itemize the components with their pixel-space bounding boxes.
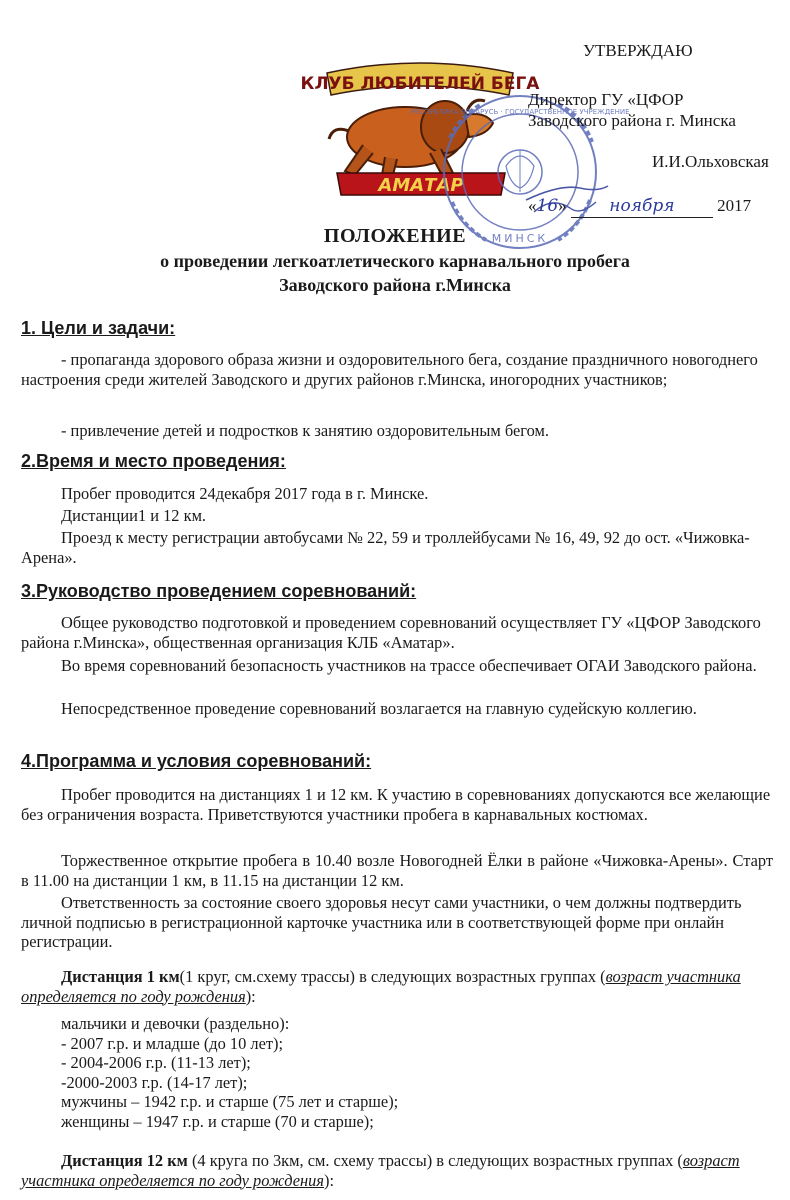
approval-position-line1: Директор ГУ «ЦФОР <box>528 90 684 109</box>
approval-title: УТВЕРЖДАЮ <box>583 41 693 60</box>
distance1-title: Дистанция 1 км <box>61 967 180 986</box>
section3-p1: Общее руководство подготовкой и проведением соревнований осуществляет ГУ «ЦФОР Заводского района г.Минска», общественная организация КЛБ «Аматар». <box>21 613 761 652</box>
date-day: 16 <box>536 196 559 216</box>
distance1-age-note: возраст участника определяется по году рождения <box>21 967 741 1006</box>
distance12-age-note: возраст участника определяется по году рождения <box>21 1151 740 1190</box>
list-item: - 2004-2006 г.р. (11-13 лет); <box>61 1053 251 1072</box>
list-item: мужчины – 1942 г.р. и старше (75 лет и старше); <box>61 1092 399 1111</box>
section2-p3: Проезд к месту регистрации автобусами № 22, 59 и троллейбусами № 16, 49, 92 до ост. «Чижовка-Арена». <box>21 528 750 567</box>
title-line2: о проведении легкоатлетического карнавального пробега <box>160 251 630 271</box>
section1-heading: 1. Цели и задачи: <box>21 318 176 338</box>
date-year: 2017 <box>717 196 752 215</box>
seal-outer-text: РЕСПУБЛИКА БЕЛАРУСЬ · ГОСУДАРСТВЕННОЕ УЧРЕЖДЕНИЕ <box>410 108 630 116</box>
section4-p3: Ответственность за состояние своего здоровья несут сами участники, о чем должны подтвердить личной подписью в регистрационной карточке участника или в соответствующей форме при онлайн регистрации. <box>21 893 742 951</box>
seal-inner-text: МИНСК <box>491 232 549 245</box>
logo-text-bottom: АМАТАР <box>378 175 464 196</box>
section4-p1: Пробег проводится на дистанциях 1 и 12 км. К участию в соревнованиях допускаются все желающие без ограничения возраста. Приветствуются участники пробега в карнавальных костюмах. <box>21 785 771 824</box>
title-line1: ПОЛОЖЕНИЕ <box>323 225 467 247</box>
distance12-title: Дистанция 12 км <box>61 1151 188 1170</box>
section3-p3: Непосредственное проведение соревнований возлагается на главную судейскую коллегию. <box>61 699 697 718</box>
distance1-groups <box>21 1014 773 1131</box>
list-item: -2000-2003 г.р. (14-17 лет); <box>61 1072 248 1092</box>
distance12-paragraph: Дистанция 12 км (4 круга по 3км, см. схему трассы) в следующих возрастных группах (возраст участника определяется по году рождения): <box>21 1151 740 1190</box>
date-quote-close: » <box>558 196 567 215</box>
section4-heading: 4.Программа и условия соревнований: <box>21 751 372 771</box>
approval-date <box>528 195 751 218</box>
section2-heading: 2.Время и место проведения: <box>21 451 286 471</box>
section2-p1: Пробег проводится 24декабря 2017 года в г. Минске. <box>61 484 429 503</box>
section1-p2: - привлечение детей и подростков к занятию оздоровительным бегом. <box>61 421 549 440</box>
approval-position-line2: Заводского района г. Минска <box>528 111 736 130</box>
title-line3: Заводского района г.Минска <box>279 275 511 295</box>
distance1-paragraph: Дистанция 1 км(1 круг, см.схему трассы) в следующих возрастных группах (возраст участника определяется по году рождения): <box>21 967 741 1006</box>
document-title <box>0 225 790 299</box>
approval-signer: И.И.Ольховская <box>652 152 769 171</box>
section1-p1: - пропаганда здорового образа жизни и оздоровительного бега, создание праздничного новогоднего настроения среди жителей Заводского и других районов г.Минска, иногородних участников; <box>21 350 758 389</box>
logo-text-top: КЛУБ ЛЮБИТЕЛЕЙ БЕГА <box>300 74 540 94</box>
date-quote-open: « <box>528 196 537 215</box>
list-item: - 2007 г.р. и младше (до 10 лет); <box>61 1033 284 1053</box>
date-month: ноября <box>609 196 675 216</box>
section4-p2: Торжественное открытие пробега в 10.40 возле Новогодней Ёлки в районе «Чижовка-Арены». Старт в 11.00 на дистанции 1 км, в 11.15 на дистанции 12 км. <box>21 851 773 890</box>
section3-heading: 3.Руководство проведением соревнований: <box>21 581 417 601</box>
list-item: женщины – 1947 г.р. и старше (70 и старше); <box>61 1111 374 1131</box>
list-item: мальчики и девочки (раздельно): <box>61 1014 290 1033</box>
section2-p2: Дистанции1 и 12 км. <box>61 506 207 525</box>
section3-p2: Во время соревнований безопасность участников на трассе обеспечивает ОГАИ Заводского района. <box>61 656 757 675</box>
